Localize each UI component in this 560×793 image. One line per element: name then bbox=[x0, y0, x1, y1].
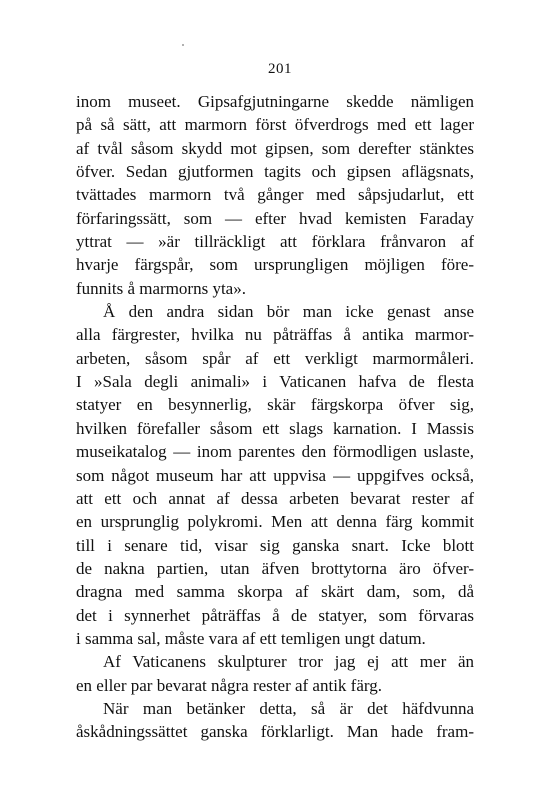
text-line: att ett och annat af dessa arbeten bevarat rester af bbox=[76, 488, 474, 508]
text-line: arbeten, såsom spår af ett verkligt marmormåleri. bbox=[76, 348, 474, 368]
text-line: tvättades marmorn två gånger med såpsjudarlut, ett bbox=[76, 185, 474, 205]
text-line: i samma sal, måste vara af ett temligen ungt datum. bbox=[76, 628, 426, 648]
text-line: som något museum har att uppvisa — uppgifves också, bbox=[76, 465, 474, 485]
page-number: 201 bbox=[268, 61, 292, 77]
text-line: åskådningssättet ganska förklarligt. Man hade fram- bbox=[76, 722, 474, 742]
text-line: det i synnerhet påträffas å de statyer, som förvaras bbox=[76, 605, 474, 625]
text-line: hvarje färgspår, som ursprungligen möjligen före- bbox=[76, 255, 474, 275]
text-line: öfver. Sedan gjutformen tagits och gipsen aflägsnats, bbox=[76, 162, 474, 182]
text-line: När man betänker detta, så är det häfdvunna bbox=[103, 698, 474, 718]
text-line: en ursprunglig polykromi. Men att denna färg kommit bbox=[76, 512, 474, 532]
paper-speck bbox=[182, 44, 184, 46]
text-line: hvilken förefaller såsom ett slags karnation. I Massis bbox=[76, 418, 474, 438]
text-line: Af Vaticanens skulpturer tror jag ej att mer än bbox=[103, 652, 474, 672]
text-line: till i senare tid, visar sig ganska snart. Icke blott bbox=[76, 535, 474, 555]
body-text bbox=[76, 90, 474, 744]
text-line: de nakna partien, utan äfven brottytorna äro öfver- bbox=[76, 558, 474, 578]
text-line: en eller par bevarat några rester af antik färg. bbox=[76, 675, 382, 695]
text-line: alla färgrester, hvilka nu påträffas å antika marmor- bbox=[76, 325, 474, 345]
text-line: I »Sala degli animali» i Vaticanen hafva de flesta bbox=[76, 372, 474, 392]
text-line: statyer en besynnerlig, skär färgskorpa öfver sig, bbox=[76, 395, 474, 415]
text-line: museikatalog — inom parentes den förmodligen uslaste, bbox=[76, 442, 474, 462]
text-line: på så sätt, att marmorn först öfverdrogs med ett lager bbox=[76, 115, 474, 135]
text-line: yttrat — »är tillräckligt att förklara frånvaron af bbox=[76, 232, 474, 252]
text-line: dragna med samma skorpa af skärt dam, som, då bbox=[76, 582, 474, 602]
text-line: förfaringssätt, som — efter hvad kemisten Faraday bbox=[76, 208, 474, 228]
text-line: af tvål såsom skydd mot gipsen, som derefter stänktes bbox=[76, 138, 474, 158]
text-line: Å den andra sidan bör man icke genast anse bbox=[103, 302, 474, 322]
text-line: funnits å marmorns yta». bbox=[76, 278, 246, 298]
text-line: inom museet. Gipsafgjutningarne skedde nämligen bbox=[76, 92, 474, 111]
